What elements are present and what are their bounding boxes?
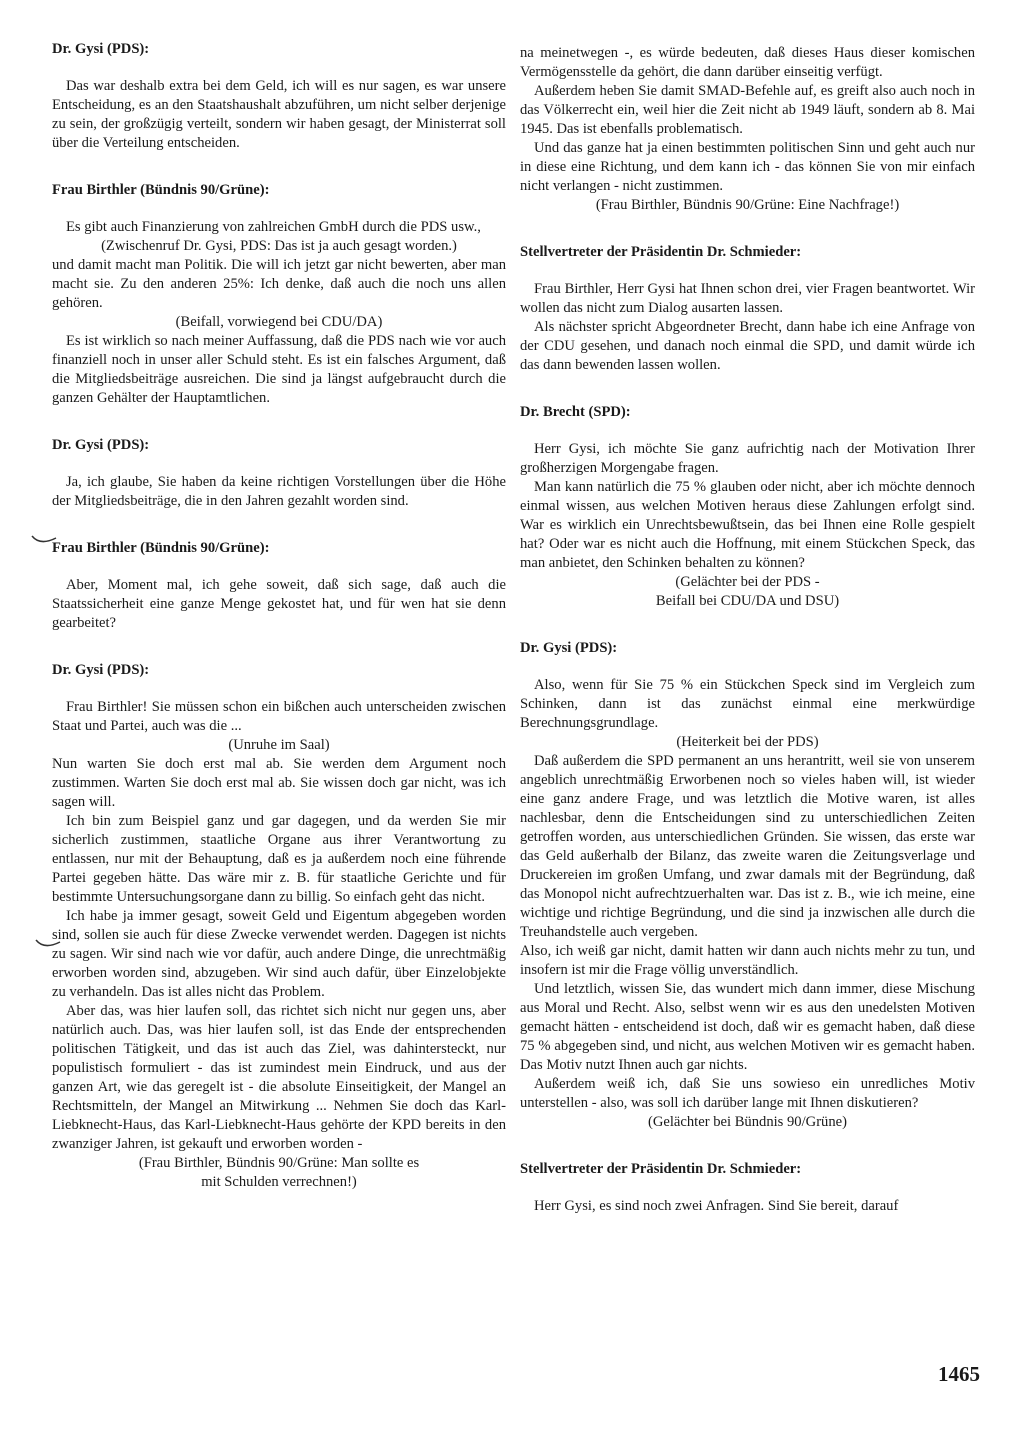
paragraph: Das war deshalb extra bei dem Geld, ich will es nur sagen, es war unsere Entscheidung, es an den Staatshaushalt abzuführen, um nicht selber derjenige zu sein, der großzügig verteilt, sondern wir haben gesagt, der Ministerrat soll über die Verteilung entscheiden. <box>52 78 506 151</box>
paragraph: Außerdem weiß ich, daß Sie uns sowieso ein unredliches Motiv unterstellen - also, was soll ich darüber lange mit Ihnen diskutieren? <box>520 1076 975 1111</box>
paragraph: Herr Gysi, ich möchte Sie ganz aufrichtig nach der Motivation Ihrer großherzigen Morgengabe fragen. <box>520 441 975 476</box>
interjection: (Gelächter bei Bündnis 90/Grüne) <box>648 1114 847 1130</box>
speaker-heading: Dr. Gysi (PDS): <box>52 41 150 57</box>
interjection: (Heiterkeit bei der PDS) <box>676 734 819 750</box>
speaker-heading: Frau Birthler (Bündnis 90/Grüne): <box>52 540 270 556</box>
paragraph: Außerdem heben Sie damit SMAD-Befehle auf, es greift also auch noch in das Völkerrecht ein, weil hier die Zeit nicht ab 1949 läuft, sondern ab 8. Mai 1945. Das ist ebenfalls problematisch. <box>520 83 975 137</box>
paragraph: Daß außerdem die SPD permanent an uns herantritt, weil sie von unserem angeblich unrechtmäßig Erworbenen noch so vieles haben will, ist wieder eine ganz andere Frage, und was letztlich die Motive waren, ist alles nachlesbar, denn die Entscheidungen sind zu unterschiedlichen Zeiten getroffen worden, aus unterschiedlichen Gründen. Sie wissen, das erste war das Geld außerhalb der Bilanz, das zweite waren die Zeitungsverlage und Druckereien im großen Umfang, und zwar damals mit der Begründung, daß das Monopol nicht aufrechtzuerhalten war. Das ist z. B., wie ich meine, eine wichtige und richtige Begründung, und die sind ja inzwischen alle durch die Treuhandstelle auch vergeben. <box>520 753 975 940</box>
right-column <box>520 44 975 1216</box>
paragraph: Frau Birthler, Herr Gysi hat Ihnen schon drei, vier Fragen beantwortet. Wir wollen das nicht zum Dialog ausarten lassen. <box>520 281 975 316</box>
paragraph: Und letztlich, wissen Sie, das wundert mich dann immer, diese Mischung aus Moral und Recht. Also, selbst wenn wir es aus den unedelsten Motiven gemacht hätten - entscheidend ist doch, daß wir es gemacht haben, daß diese 75 % abgegeben sind, und nicht, aus welchen Motiven wir es gemacht haben. Das Motiv nutzt Ihnen auch gar nichts. <box>520 981 975 1073</box>
speaker-heading: Dr. Brecht (SPD): <box>520 404 631 420</box>
interjection: (Unruhe im Saal) <box>228 737 330 753</box>
paragraph: Ja, ich glaube, Sie haben da keine richtigen Vorstellungen über die Höhe der Mitgliedsbeiträge, die in den Jahren gezahlt worden sind. <box>52 474 506 509</box>
paragraph: Herr Gysi, es sind noch zwei Anfragen. Sind Sie bereit, darauf <box>534 1198 899 1214</box>
paragraph: und damit macht man Politik. Die will ich jetzt gar nicht bewerten, aber man macht sie. Zu den anderen 25%: Ich denke, daß auch die noch uns allen gehören. <box>52 257 506 311</box>
paragraph: Aber, Moment mal, ich gehe soweit, daß sich sage, daß auch die Staatssicherheit eine ganze Menge gekostet hat, und für wen hat sie denn gearbeitet? <box>52 577 506 631</box>
paragraph: na meinetwegen -, es würde bedeuten, daß dieses Haus dieser komischen Vermögensstelle da gehört, die dann darüber einseitig verfügt. <box>520 45 975 80</box>
margin-mark-icon <box>30 532 58 546</box>
paragraph: Nun warten Sie doch erst mal ab. Sie werden dem Argument noch zustimmen. Warten Sie doch erst mal ab. Sie wissen doch gar nicht, was ich sagen will. <box>52 756 506 810</box>
paragraph: Als nächster spricht Abgeordneter Brecht, dann habe ich eine Anfrage von der CDU gesehen, und danach noch einmal die SPD, und damit würde ich das dann bewenden lassen wollen. <box>520 319 975 373</box>
left-column <box>52 40 506 1192</box>
speaker-heading: Frau Birthler (Bündnis 90/Grüne): <box>52 182 270 198</box>
paragraph: Ich habe ja immer gesagt, soweit Geld und Eigentum abgegeben worden sind, sollen sie auch für diese Zwecke verwendet werden. Dagegen ist nichts zu sagen. Wir sind nach wie vor dafür, auch andere Dinge, die unrechtmäßig erworben worden sind, abzugeben. Wir sind auch dafür, über Einzelobjekte zu verhandeln. Das ist alles nicht das Problem. <box>52 908 506 1000</box>
speaker-heading: Dr. Gysi (PDS): <box>52 662 150 678</box>
paragraph: Es gibt auch Finanzierung von zahlreichen GmbH durch die PDS usw., <box>66 219 481 235</box>
paragraph: Ich bin zum Beispiel ganz und gar dagegen, und da werden Sie mir sicherlich zustimmen, staatliche Organe aus ihrer Verantwortung zu entlassen, nur mit der Behauptung, daß es ja außerdem noch eine führende Partei gegeben hätte. Das wäre mir z. B. für staatliche Gerichte und für bestimmte Untersuchungsorgane dann zu billig. So einfach geht das nicht. <box>52 813 506 905</box>
paragraph: Aber das, was hier laufen soll, das richtet sich nicht nur gegen uns, aber natürlich auch. Das, was hier laufen soll, ist das Ende der entsprechenden politischen Tätigkeit, und das ist auch das Ziel, was dahintersteckt, nur populistisch formuliert - das ist zumindest mein Eindruck, und aus der ganzen Art, wie das geregelt ist - die absolute Einseitigkeit, der Mangel an Rechtsmitteln, der Mangel an Mitwirkung ... Nehmen Sie doch das Karl-Liebknecht-Haus, das Karl-Liebknecht-Haus gehörte der KPD bereits in den zwanziger Jahren, ist gekauft und erworben worden - <box>52 1003 506 1152</box>
speaker-heading: Stellvertreter der Präsidentin Dr. Schmieder: <box>520 244 802 260</box>
interjection: Beifall bei CDU/DA und DSU) <box>655 593 840 609</box>
paragraph: Es ist wirklich so nach meiner Auffassung, daß die PDS nach wie vor auch finanziell noch in unser aller Schuld steht. Es ist ein falsches Argument, daß die Mitgliedsbeiträge ausreichen. Die sind ja längst aufgebraucht durch die ganzen Gehälter der Hauptamtlichen. <box>52 333 506 406</box>
interjection: (Zwischenruf Dr. Gysi, PDS: Das ist ja auch gesagt worden.) <box>101 238 457 254</box>
interjection: mit Schulden verrechnen!) <box>201 1174 357 1190</box>
interjection: (Beifall, vorwiegend bei CDU/DA) <box>175 314 383 330</box>
interjection: (Frau Birthler, Bündnis 90/Grüne: Man sollte es <box>138 1155 420 1171</box>
speaker-heading: Stellvertreter der Präsidentin Dr. Schmieder: <box>520 1161 802 1177</box>
interjection: (Frau Birthler, Bündnis 90/Grüne: Eine Nachfrage!) <box>595 197 900 213</box>
margin-mark-icon <box>34 936 62 950</box>
paragraph: Und das ganze hat ja einen bestimmten politischen Sinn und geht auch nur in diese eine Richtung, und dem kann ich - das können Sie von mir einfach nicht verlangen - nicht zustimmen. <box>520 140 975 194</box>
paragraph: Frau Birthler! Sie müssen schon ein bißchen auch unterscheiden zwischen Staat und Partei, auch was die ... <box>52 699 506 734</box>
page-number: 1465 <box>938 1362 980 1386</box>
interjection: (Gelächter bei der PDS - <box>675 574 820 590</box>
speaker-heading: Dr. Gysi (PDS): <box>520 640 618 656</box>
paragraph: Also, wenn für Sie 75 % ein Stückchen Speck sind im Vergleich zum Schinken, dann ist das zunächst einmal eine merkwürdige Berechnungsgrundlage. <box>520 677 975 731</box>
speaker-heading: Dr. Gysi (PDS): <box>52 437 150 453</box>
paragraph: Also, ich weiß gar nicht, damit hatten wir dann auch nichts mehr zu tun, und insofern ist mir die Frage völlig unverständlich. <box>520 943 975 978</box>
paragraph: Man kann natürlich die 75 % glauben oder nicht, aber ich möchte dennoch einmal wissen, aus welchen Motiven heraus diese Zahlungen erfolgt sind. War es wirklich ein Unrechtsbewußtsein, das bei Ihnen eine Rolle gespielt hat? Oder war es nicht auch die Hoffnung, mit einem Stückchen Speck, das man anbietet, den Schinken behalten zu können? <box>520 479 975 571</box>
